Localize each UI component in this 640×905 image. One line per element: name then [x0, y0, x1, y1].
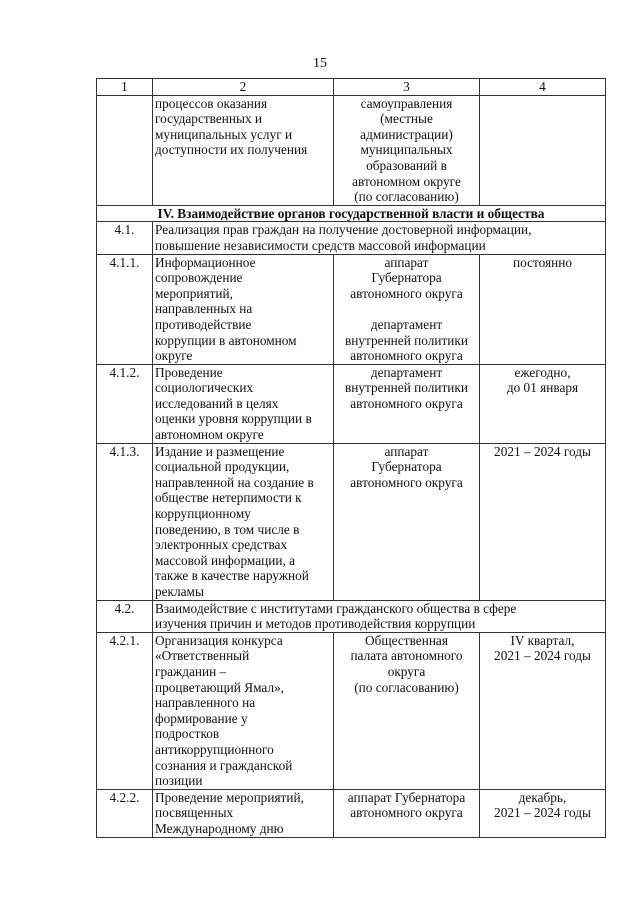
table-row-continued — [97, 95, 606, 205]
activity-cell: Издание и размещение социальной продукции, направленной на создание в обществе нетерпимости к коррупционному поведению, в том числе в электронных средствах массовой информации, а также в качестве наружной рекламы — [153, 443, 334, 600]
column-number: 1 — [97, 79, 153, 96]
table-row — [97, 632, 606, 789]
section-title: IV. Взаимодействие органов государственной власти и общества — [97, 205, 606, 222]
deadline-cell: ежегодно, до 01 января — [480, 364, 606, 443]
table-row — [97, 789, 606, 837]
activity-cell: процессов оказания государственных и муниципальных услуг и доступности их получения — [153, 95, 334, 205]
row-number-cell: 4.1.3. — [97, 443, 153, 600]
table-row — [97, 254, 606, 364]
column-number-row — [97, 79, 606, 96]
row-number-cell: 4.1.2. — [97, 364, 153, 443]
row-number-cell: 4.2. — [97, 600, 153, 632]
row-number-cell: 4.2.1. — [97, 632, 153, 789]
deadline-cell: 2021 – 2024 годы — [480, 443, 606, 600]
subsection-title: Реализация прав граждан на получение достоверной информации, повышение независимости средств массовой информации — [153, 222, 606, 254]
activity-cell: Проведение социологических исследований в целях оценки уровня коррупции в автономном округе — [153, 364, 334, 443]
table-row — [97, 222, 606, 254]
table-row — [97, 364, 606, 443]
row-number-cell: 4.1.1. — [97, 254, 153, 364]
row-number-cell: 4.2.2. — [97, 789, 153, 837]
activity-cell: Проведение мероприятий, посвященных Международному дню — [153, 789, 334, 837]
subsection-title: Взаимодействие с институтами гражданского общества в сфере изучения причин и методов противодействия коррупции — [153, 600, 606, 632]
table-row — [97, 600, 606, 632]
responsible-cell: аппарат Губернатора автономного округа — [334, 789, 480, 837]
responsible-cell: департамент внутренней политики автономного округа — [334, 364, 480, 443]
section-heading-row — [97, 205, 606, 222]
deadline-cell: IV квартал, 2021 – 2024 годы — [480, 632, 606, 789]
deadline-cell: постоянно — [480, 254, 606, 364]
page-number: 15 — [313, 56, 327, 71]
row-number-cell — [97, 95, 153, 205]
deadline-cell — [480, 95, 606, 205]
column-number: 2 — [153, 79, 334, 96]
responsible-cell: самоуправления (местные администрации) муниципальных образований в автономном округе (по согласованию) — [334, 95, 480, 205]
plan-table — [96, 78, 606, 838]
responsible-cell: аппарат Губернатора автономного округа департамент внутренней политики автономного округа — [334, 254, 480, 364]
responsible-cell: Общественная палата автономного округа (по согласованию) — [334, 632, 480, 789]
responsible-cell: аппарат Губернатора автономного округа — [334, 443, 480, 600]
activity-cell: Информационное сопровождение мероприятий, направленных на противодействие коррупции в автономном округе — [153, 254, 334, 364]
column-number: 3 — [334, 79, 480, 96]
activity-cell: Организация конкурса «Ответственный гражданин – процветающий Ямал», направленного на формирование у подростков антикоррупционного сознания и гражданской позиции — [153, 632, 334, 789]
row-number-cell: 4.1. — [97, 222, 153, 254]
deadline-cell: декабрь, 2021 – 2024 годы — [480, 789, 606, 837]
column-number: 4 — [480, 79, 606, 96]
table-row — [97, 443, 606, 600]
